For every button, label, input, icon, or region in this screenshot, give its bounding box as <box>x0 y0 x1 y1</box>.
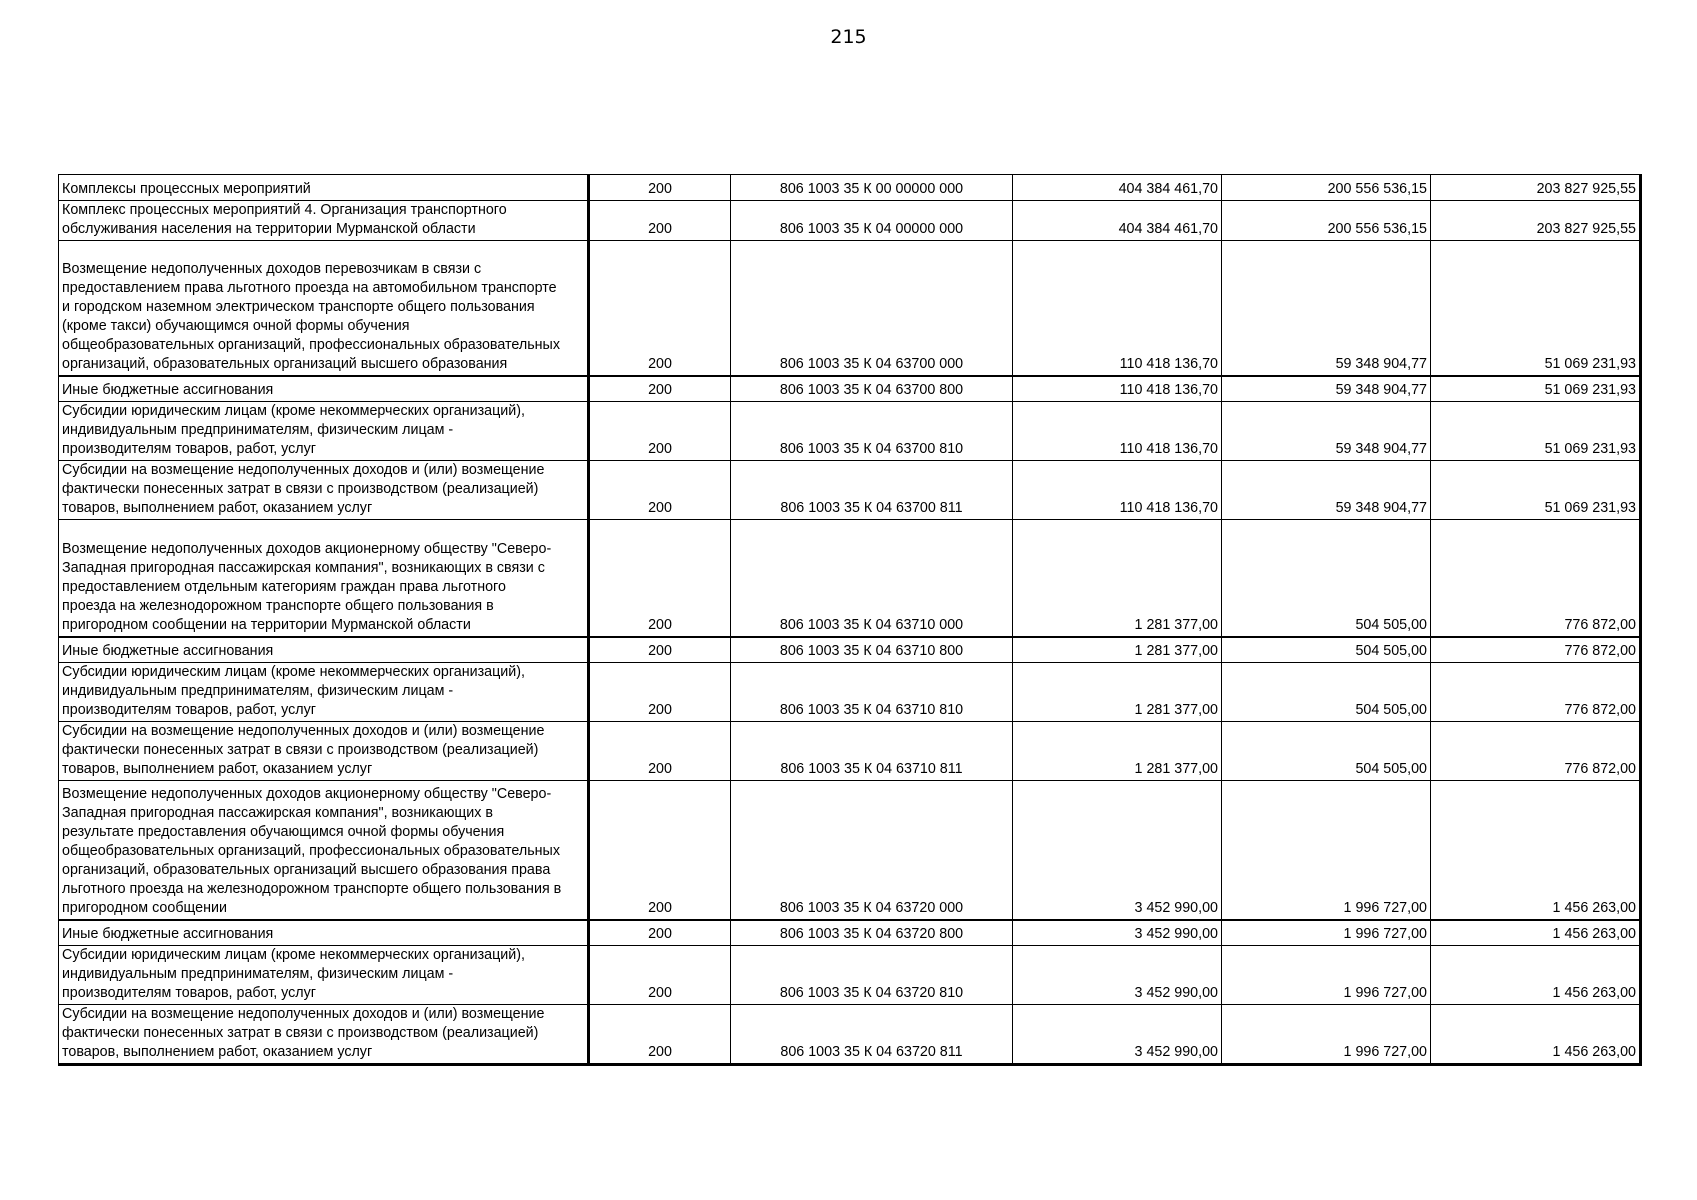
row-value-2: 504 505,00 <box>1222 722 1431 781</box>
table-row <box>59 1005 1641 1065</box>
table-row <box>59 376 1641 402</box>
row-value-3: 51 069 231,93 <box>1431 461 1641 520</box>
row-value-3: 1 456 263,00 <box>1431 920 1641 946</box>
row-description: Субсидии юридическим лицам (кроме некоммерческих организаций), индивидуальным предпринимателям, физическим лицам - производителям товаров, работ, услуг <box>59 402 589 461</box>
table-row <box>59 175 1641 201</box>
row-value-1: 1 281 377,00 <box>1013 637 1222 663</box>
row-value-3: 1 456 263,00 <box>1431 1005 1641 1065</box>
row-code: 806 1003 35 К 04 63700 810 <box>731 402 1013 461</box>
row-value-1: 110 418 136,70 <box>1013 402 1222 461</box>
row-code: 806 1003 35 К 04 63710 811 <box>731 722 1013 781</box>
row-value-2: 1 996 727,00 <box>1222 920 1431 946</box>
row-code: 806 1003 35 К 04 63700 811 <box>731 461 1013 520</box>
row-value-2: 504 505,00 <box>1222 637 1431 663</box>
row-value-3: 51 069 231,93 <box>1431 402 1641 461</box>
row-description: Иные бюджетные ассигнования <box>59 637 589 663</box>
row-value-1: 1 281 377,00 <box>1013 722 1222 781</box>
row-grbs: 200 <box>589 663 731 722</box>
row-code: 806 1003 35 К 00 00000 000 <box>731 175 1013 201</box>
row-value-2: 200 556 536,15 <box>1222 175 1431 201</box>
row-value-3: 1 456 263,00 <box>1431 946 1641 1005</box>
row-grbs: 200 <box>589 946 731 1005</box>
row-value-2: 1 996 727,00 <box>1222 781 1431 920</box>
row-description: Возмещение недополученных доходов акционерному обществу "Северо- Западная пригородная пассажирская компания", возникающих в связи с предоставлением отдельным категориям граждан права льготного проезда на железнодорожном транспорте общего пользования в пригородном сообщении на территории Мурманской области <box>59 520 589 637</box>
row-grbs: 200 <box>589 376 731 402</box>
table-row <box>59 241 1641 376</box>
row-grbs: 200 <box>589 461 731 520</box>
row-value-1: 404 384 461,70 <box>1013 175 1222 201</box>
row-grbs: 200 <box>589 781 731 920</box>
row-grbs: 200 <box>589 520 731 637</box>
row-value-3: 203 827 925,55 <box>1431 201 1641 241</box>
table-row <box>59 722 1641 781</box>
row-description: Субсидии юридическим лицам (кроме некоммерческих организаций), индивидуальным предпринимателям, физическим лицам - производителям товаров, работ, услуг <box>59 946 589 1005</box>
row-value-3: 51 069 231,93 <box>1431 376 1641 402</box>
row-code: 806 1003 35 К 04 63710 000 <box>731 520 1013 637</box>
row-value-3: 776 872,00 <box>1431 520 1641 637</box>
table-row <box>59 402 1641 461</box>
row-grbs: 200 <box>589 722 731 781</box>
table-row <box>59 663 1641 722</box>
table-row <box>59 781 1641 920</box>
row-value-1: 1 281 377,00 <box>1013 663 1222 722</box>
row-code: 806 1003 35 К 04 63720 800 <box>731 920 1013 946</box>
row-value-2: 504 505,00 <box>1222 663 1431 722</box>
row-value-2: 59 348 904,77 <box>1222 241 1431 376</box>
page-number: 215 <box>830 26 867 48</box>
row-description: Возмещение недополученных доходов перевозчикам в связи с предоставлением права льготного проезда на автомобильном транспорте и городском наземном электрическом транспорте общего пользования (кроме такси) обучающимся очной формы обучения общеобразовательных организаций, профессиональных образовательных организаций, образовательных организаций высшего образования <box>59 241 589 376</box>
row-value-3: 1 456 263,00 <box>1431 781 1641 920</box>
row-code: 806 1003 35 К 04 63710 800 <box>731 637 1013 663</box>
row-value-2: 1 996 727,00 <box>1222 1005 1431 1065</box>
row-grbs: 200 <box>589 175 731 201</box>
row-description: Комплексы процессных мероприятий <box>59 175 589 201</box>
row-value-3: 776 872,00 <box>1431 637 1641 663</box>
table-row <box>59 461 1641 520</box>
row-grbs: 200 <box>589 1005 731 1065</box>
row-grbs: 200 <box>589 637 731 663</box>
row-value-1: 404 384 461,70 <box>1013 201 1222 241</box>
row-value-3: 51 069 231,93 <box>1431 241 1641 376</box>
row-value-1: 110 418 136,70 <box>1013 461 1222 520</box>
table-row <box>59 637 1641 663</box>
row-value-2: 59 348 904,77 <box>1222 376 1431 402</box>
row-description: Возмещение недополученных доходов акционерному обществу "Северо- Западная пригородная пассажирская компания", возникающих в результате предоставления обучающимся очной формы обучения общеобразовательных организаций, профессиональных образовательных организаций, образовательных организаций высшего образования права льготного проезда на железнодорожном транспорте общего пользования в пригородном сообщении <box>59 781 589 920</box>
row-value-3: 203 827 925,55 <box>1431 175 1641 201</box>
row-value-1: 3 452 990,00 <box>1013 781 1222 920</box>
row-value-3: 776 872,00 <box>1431 722 1641 781</box>
row-value-2: 59 348 904,77 <box>1222 402 1431 461</box>
row-code: 806 1003 35 К 04 63720 811 <box>731 1005 1013 1065</box>
row-description: Иные бюджетные ассигнования <box>59 376 589 402</box>
row-grbs: 200 <box>589 241 731 376</box>
table-row <box>59 920 1641 946</box>
row-code: 806 1003 35 К 04 63700 000 <box>731 241 1013 376</box>
row-description: Субсидии на возмещение недополученных доходов и (или) возмещение фактически понесенных затрат в связи с производством (реализацией) товаров, выполнением работ, оказанием услуг <box>59 1005 589 1065</box>
row-code: 806 1003 35 К 04 63720 810 <box>731 946 1013 1005</box>
row-grbs: 200 <box>589 402 731 461</box>
row-value-2: 504 505,00 <box>1222 520 1431 637</box>
row-value-2: 200 556 536,15 <box>1222 201 1431 241</box>
row-value-2: 1 996 727,00 <box>1222 946 1431 1005</box>
table-row <box>59 520 1641 637</box>
row-value-1: 3 452 990,00 <box>1013 920 1222 946</box>
row-value-1: 110 418 136,70 <box>1013 241 1222 376</box>
row-code: 806 1003 35 К 04 63710 810 <box>731 663 1013 722</box>
row-description: Иные бюджетные ассигнования <box>59 920 589 946</box>
row-code: 806 1003 35 К 04 63720 000 <box>731 781 1013 920</box>
row-value-1: 3 452 990,00 <box>1013 1005 1222 1065</box>
row-value-1: 3 452 990,00 <box>1013 946 1222 1005</box>
row-description: Субсидии на возмещение недополученных доходов и (или) возмещение фактически понесенных затрат в связи с производством (реализацией) товаров, выполнением работ, оказанием услуг <box>59 461 589 520</box>
row-value-1: 110 418 136,70 <box>1013 376 1222 402</box>
budget-table <box>58 174 1642 1066</box>
table-row <box>59 201 1641 241</box>
row-code: 806 1003 35 К 04 00000 000 <box>731 201 1013 241</box>
row-description: Комплекс процессных мероприятий 4. Организация транспортного обслуживания населения на территории Мурманской области <box>59 201 589 241</box>
row-description: Субсидии на возмещение недополученных доходов и (или) возмещение фактически понесенных затрат в связи с производством (реализацией) товаров, выполнением работ, оказанием услуг <box>59 722 589 781</box>
row-value-2: 59 348 904,77 <box>1222 461 1431 520</box>
row-value-1: 1 281 377,00 <box>1013 520 1222 637</box>
row-grbs: 200 <box>589 920 731 946</box>
row-value-3: 776 872,00 <box>1431 663 1641 722</box>
row-description: Субсидии юридическим лицам (кроме некоммерческих организаций), индивидуальным предпринимателям, физическим лицам - производителям товаров, работ, услуг <box>59 663 589 722</box>
row-grbs: 200 <box>589 201 731 241</box>
table-row <box>59 946 1641 1005</box>
row-code: 806 1003 35 К 04 63700 800 <box>731 376 1013 402</box>
